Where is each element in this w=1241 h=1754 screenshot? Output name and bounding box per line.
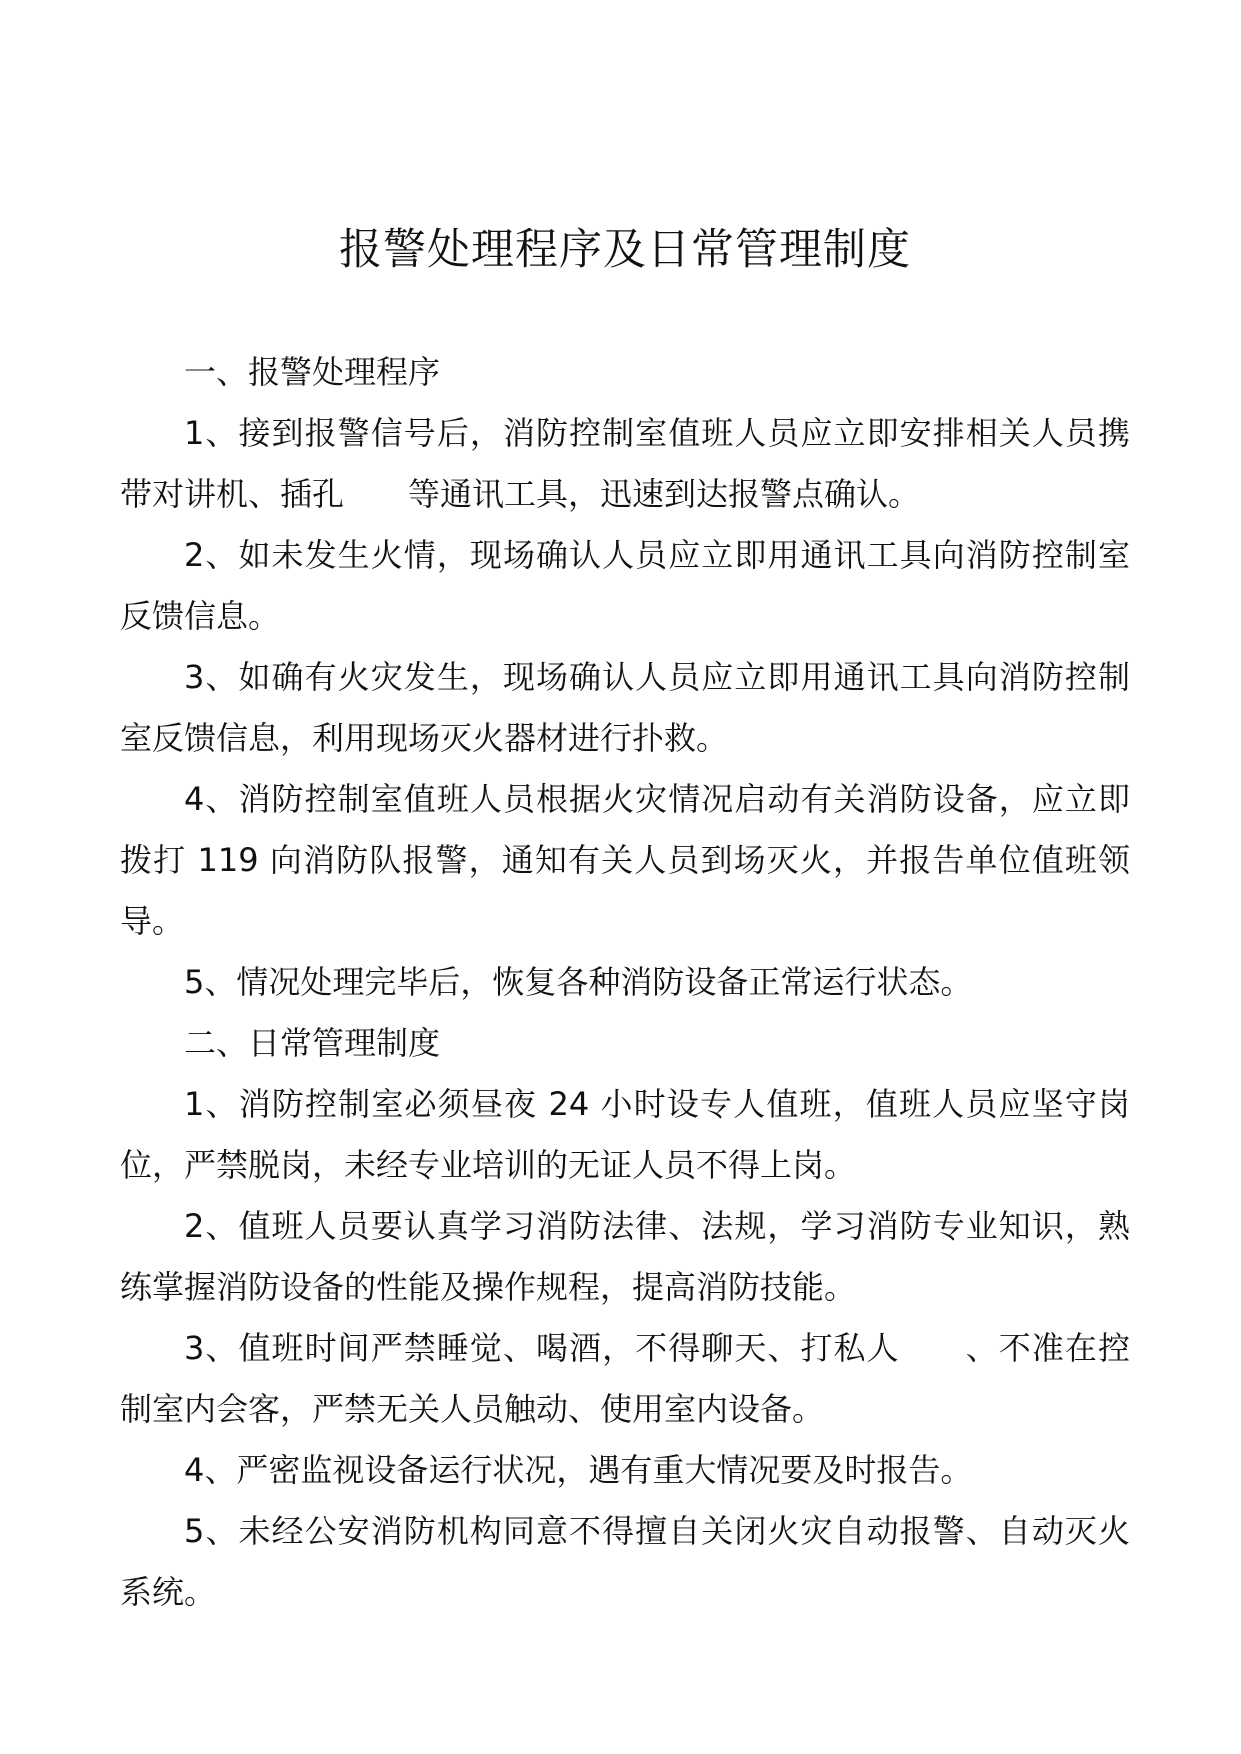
section-heading-daily-management: 二、日常管理制度 [184,1024,441,1062]
paragraph: 4、严密监视设备运行状况，遇有重大情况要及时报告。 [184,1451,973,1489]
paragraph: 5、情况处理完毕后，恢复各种消防设备正常运行状态。 [184,963,973,1001]
paragraph: 2、如未发生火情，现场确认人员应立即用通讯工具向消防控制室反馈信息。 [120,536,1130,635]
paragraph: 1、消防控制室必须昼夜 24 小时设专人值班，值班人员应坚守岗位，严禁脱岗，未经专业培训的无证人员不得上岗。 [120,1085,1130,1184]
paragraph: 3、如确有火灾发生，现场确认人员应立即用通讯工具向消防控制室反馈信息，利用现场灭火器材进行扑救。 [120,658,1130,757]
paragraph: 4、消防控制室值班人员根据火灾情况启动有关消防设备，应立即拨打 119 向消防队报警，通知有关人员到场灭火，并报告单位值班领导。 [120,780,1130,940]
paragraph: 1、接到报警信号后，消防控制室值班人员应立即安排相关人员携带对讲机、插孔 等通讯工具，迅速到达报警点确认。 [120,414,1130,513]
document-title: 报警处理程序及日常管理制度 [339,225,911,275]
section-heading-alarm-procedure: 一、报警处理程序 [184,353,441,391]
paragraph: 2、值班人员要认真学习消防法律、法规，学习消防专业知识，熟练掌握消防设备的性能及操作规程，提高消防技能。 [120,1207,1130,1306]
document-page [120,220,1130,1623]
paragraph: 3、值班时间严禁睡觉、喝酒，不得聊天、打私人 、不准在控制室内会客，严禁无关人员触动、使用室内设备。 [120,1329,1130,1428]
paragraph: 5、未经公安消防机构同意不得擅自关闭火灾自动报警、自动灭火系统。 [120,1512,1130,1611]
